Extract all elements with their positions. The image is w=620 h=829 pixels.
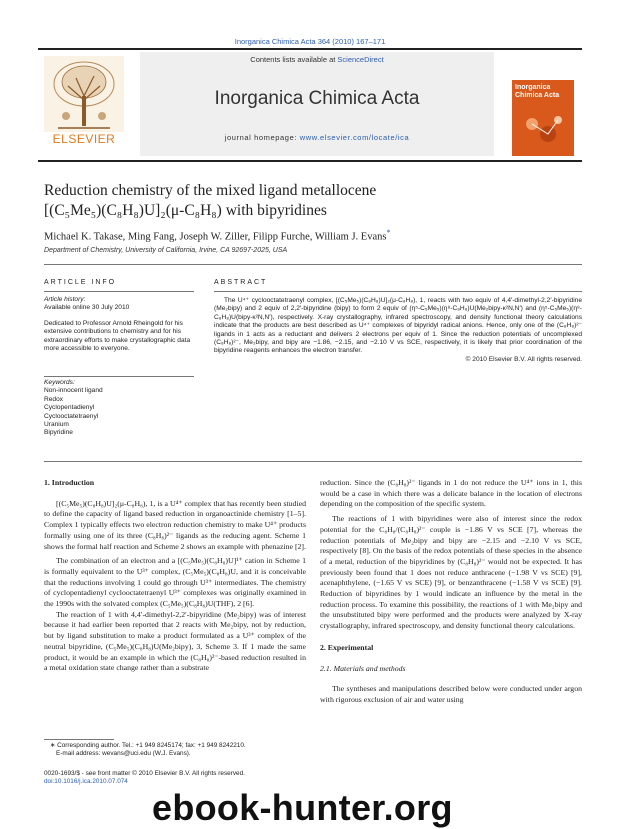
article-info-heading: ARTICLE INFO <box>44 279 117 286</box>
keywords-label: Keywords: <box>44 379 75 386</box>
header-bottom-rule <box>38 160 582 162</box>
authors: Michael K. Takase, Ming Fang, Joseph W. Ziller, Filipp Furche, William J. Evans <box>44 231 387 243</box>
footnote-rule <box>44 739 114 740</box>
title-line-1: Reduction chemistry of the mixed ligand metallocene <box>44 182 377 199</box>
keywords-rule <box>44 376 194 377</box>
abstract-rule <box>214 291 582 292</box>
keyword-item: Redox <box>44 395 64 403</box>
title-divider <box>44 264 582 265</box>
journal-homepage <box>140 133 494 142</box>
intro-paragraph-2: The combination of an electron and a [(C₅Me₅)(C₈H₈)U]¹⁺ cation in Scheme 1 is formally equivalent to the U³⁺ complex, (C₅Me₅)(C₈H₈)U, and it is conceivable that the reductions involving 1 could go through U³⁺ intermediates. The chemistry of cyclopentadienyl cyclooctatetraenyl U³⁺ complexes was originally examined in the 1990s with the solvated complex (C₅Me₅)(C₈H₈)U(THF), 2 [6]. <box>44 556 306 609</box>
keyword-item: Cyclopentadienyl <box>44 404 95 412</box>
affiliation: Department of Chemistry, University of California, Irvine, CA 92697-2025, USA <box>44 247 288 254</box>
front-matter <box>44 770 306 786</box>
copyright: © 2010 Elsevier B.V. All rights reserved. <box>465 355 582 363</box>
right-paragraph-3: The syntheses and manipulations described below were conducted under argon with rigorous exclusion of air and water using <box>320 684 582 704</box>
doi-link[interactable]: doi:10.1016/j.ica.2010.07.074 <box>44 778 128 785</box>
dedication: Dedicated to Professor Arnold Rheingold for his extensive contributions to chemistry and for his extraordinary efforts to make crystallographic data more accessible to everyone. <box>44 319 191 353</box>
footnote-email: E-mail address: wevans@uci.edu (W.J. Evans). <box>56 750 191 757</box>
history-label: Article history: <box>44 296 86 303</box>
publisher-wordmark[interactable]: ELSEVIER <box>52 132 116 146</box>
title-line-2: [(C₅Me₅)(C₈H₈)U]₂(μ-C₈H₈) with bipyridines <box>44 202 327 219</box>
keywords-panel <box>44 379 194 438</box>
keyword-item: Cyclooctatetraenyl <box>44 412 99 420</box>
keyword-item: Non-innocent ligand <box>44 387 103 395</box>
header-top-rule <box>38 48 582 50</box>
keyword-item: Uranium <box>44 421 69 429</box>
history-value: Available online 30 July 2010 <box>44 304 130 312</box>
issn-line: 0020-1693/$ - see front matter © 2010 Elsevier B.V. All rights reserved. <box>44 770 245 777</box>
author-list <box>44 228 584 243</box>
article-info-panel <box>44 296 194 353</box>
keyword-item: Bipyridine <box>44 429 73 437</box>
contents-line <box>140 55 494 64</box>
abstract-bottom-rule <box>44 461 582 462</box>
journal-citation[interactable]: Inorganica Chimica Acta 364 (2010) 167–171 <box>234 37 386 46</box>
homepage-link[interactable]: www.elsevier.com/locate/ica <box>299 133 410 142</box>
footnote-corresponding: ∗ Corresponding author. Tel.: +1 949 8245174; fax: +1 949 8242210. <box>50 742 246 749</box>
abstract-text <box>214 297 582 364</box>
homepage-prefix: journal homepage: <box>224 133 300 142</box>
abstract-body: The U⁴⁺ cyclooctatetraenyl complex, [(C₅Me₅)(C₈H₈)U]₂(μ-C₈H₈), 1, reacts with two equiv of 4,4′-dimethyl-2,2′-bipyridine (Me₂bipy) and 2 equiv of 2,2′-bipyridine (bipy) to form 2 equiv of (η⁵-C₅Me₅)(η⁸-C₈H₈)U(Me₂bipy-κ²N,N′) and (η⁵-C₅Me₅)(η⁸-C₈H₈)U(bipy-κ²N,N′), respectively. X-ray crystallography, infrared spectroscopy, and density functional theory calculations indicate that the products are best described as U⁴⁺ complexes of bipyridyl radical anions. Hence, only one of the (C₈H₈)²⁻ ligands in 1 acts as a reductant and delivers 2 electrons per equiv of 1. Since the reduction potentials of uncomplexed (C₈H₈)²⁻, Me₂bipy, and bipy are −1.86, −2.15, and −2.10 V vs SCE, respectively, it is likely that prior coordination of the bipyridine reagents enhances the electron transfer. <box>214 297 582 355</box>
article-title <box>44 181 584 221</box>
intro-paragraph-1: [(C₅Me₅)(C₈H₈)U]₂(μ-C₈H₈), 1, is a U⁴⁺ complex that has recently been studied to define the capacity of ligand based reduction in organoactinide chemistry [1–5]. Complex 1 typically effects two electron reduction chemistry to make U⁴⁺ products formally using one of its three (C₈H₈)²⁻ ligands as the reducing agent. Scheme 1 shows the formal half reaction and Scheme 2 shows an example with phenazine [2]. <box>44 498 306 551</box>
journal-title: Inorganica Chimica Acta <box>214 88 420 109</box>
section-heading-introduction: 1. Introduction <box>44 478 95 487</box>
corresponding-author-mark[interactable]: * <box>386 228 391 237</box>
intro-paragraph-3: The reaction of 1 with 4,4′-dimethyl-2,2′-bipyridine (Me₂bipy) was of interest because it had earlier been reported that 2 reacts with Me₂bipy, not by reduction, but by ligand substitution to make a product formulated as a U³⁺ complex of the neutral bipyridine, (C₅Me₅)(C₈H₈)U(Me₂bipy), 3, Scheme 3. If 1 made the same product, it would be an example in which the (C₈H₈)²⁻-based reduction resulted in a metal oxidation state change rather than a substrate <box>44 609 306 673</box>
watermark: ebook-hunter.org <box>152 787 453 828</box>
subsection-heading-materials: 2.1. Materials and methods <box>320 663 406 673</box>
cover-title: Inorganica Chimica Acta <box>515 84 560 99</box>
left-column <box>44 478 306 674</box>
contents-prefix: Contents lists available at <box>250 55 338 64</box>
article-info-rule <box>44 291 194 292</box>
sciencedirect-link[interactable]: ScienceDirect <box>337 55 384 64</box>
section-heading-experimental: 2. Experimental <box>320 642 374 652</box>
abstract-heading: ABSTRACT <box>214 279 268 286</box>
right-paragraph-2: The reactions of 1 with bipyridines were also of interest since the redox potential for the C₈H₈/(C₈H₈)²⁻ couple is −1.86 V vs SCE [7], whereas the reduction potentials of Me₂bipy and bipy are −2.15 and −2.10 V vs SCE, respectively [8]. On the basis of the redox potentials of these species in the absence of a metal, reduction of the bipyridines by (C₈H₈)²⁻ would not be expected. It has previously been found that 1 does not reduce anthracene (−1.98 V vs SCE) [9], acenaphthylene, (−1.65 V vs SCE) [9], or benzanthracene (−1.58 V vs SCE) [9]. Reduction of bipyridines by 1 would indicate an influence by the metal in the reduction process. To examine this possibility, the reactions of 1 with Me₂bipy and the unsubstituted bipy were performed and the products were analyzed by X-ray crystallography, infrared spectroscopy, and density functional theory calculations. <box>320 514 582 631</box>
right-paragraph-1: reduction. Since the (C₈H₈)²⁻ ligands in 1 do not reduce the U⁴⁺ ions in 1, this would be a case in which there was a delicate balance in the location of electrons depending on the composition of the specific system. <box>320 478 582 509</box>
footnotes <box>50 742 306 758</box>
cover-art-icon <box>518 108 568 152</box>
right-column <box>320 478 582 706</box>
